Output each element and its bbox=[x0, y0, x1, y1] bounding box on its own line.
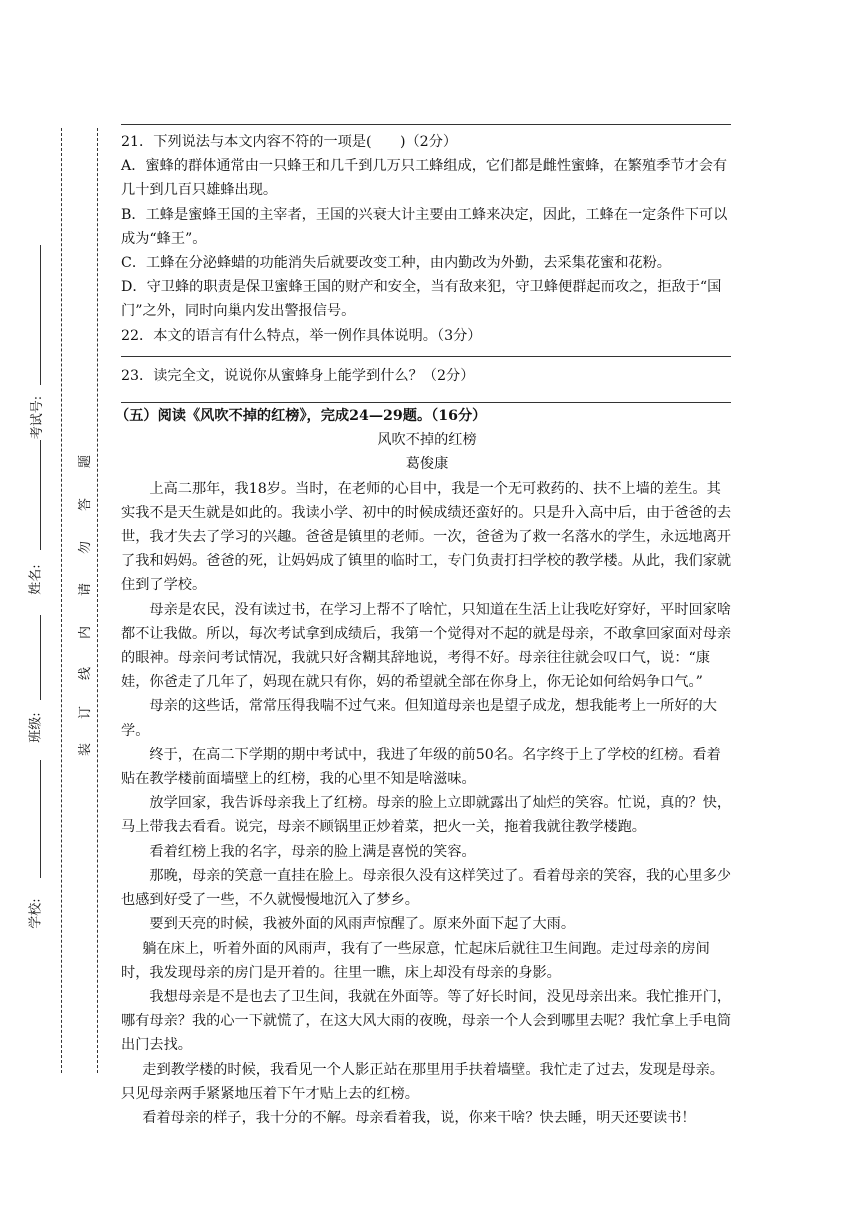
q21-option-b: B．工蜂是蜜蜂王国的主宰者，王国的兴衰大计主要由工蜂来决定，因此，工蜂在一定条件下可以成为“蜂王”。 bbox=[121, 206, 728, 247]
q22-stem: 22．本文的语言有什么特点，举一例作具体说明。（3分） bbox=[121, 327, 482, 344]
q21-option-a: A．蜜蜂的群体通常由一只蜂王和几千到几万只工蜂组成，它们都是雌性蜜蜂，在繁殖季节才会有几十到几百只雄蜂出现。 bbox=[121, 158, 728, 199]
name-line[interactable] bbox=[40, 440, 41, 550]
article-paragraph: 走到教学楼的时候，我看见一个人影正站在那里用手扶着墙壁。我忙走了过去，发现是母亲。只见母亲两手紧紧地压着下午才贴上去的红榜。 bbox=[121, 1061, 724, 1102]
warning-char: 装 bbox=[78, 742, 94, 757]
q21-option-d: D．守卫蜂的职责是保卫蜜蜂王国的财产和安全，当有敌来犯，守卫蜂便群起而攻之，拒敌于“国门”之外，同时向巢内发出警报信号。 bbox=[121, 279, 722, 320]
article-paragraph: 要到天亮的时候，我被外面的风雨声惊醒了。原来外面下起了大雨。 bbox=[149, 916, 576, 933]
article-paragraph: 母亲的这些话，常常压得我喘不过气来。但知道母亲也是望子成龙，想我能考上一所好的大学。 bbox=[121, 698, 717, 739]
binding-dashed-line-outer bbox=[61, 128, 62, 1073]
warning-char: 内 bbox=[78, 625, 94, 640]
school-line[interactable] bbox=[40, 760, 41, 878]
warning-char: 答 bbox=[78, 497, 94, 512]
binding-dashed-line-inner bbox=[97, 128, 98, 1073]
article-author: 葛俊康 bbox=[405, 456, 449, 473]
article-paragraph: 母亲是农民，没有读过书，在学习上帮不了啥忙，只知道在生活上让我吃好穿好，平时回家啥都不让我做。所以，每次考试拿到成绩后，我第一个觉得对不起的就是母亲，不敢拿回家面对母亲的眼神。母亲问考试情况，我就只好含糊其辞地说，考得不好。母亲往往就会叹口气，说：“康娃，你爸走了几年了，妈现在就只有你，妈的希望就全部在你身上，你无论如何给妈争口气。” bbox=[121, 601, 732, 691]
warning-char: 请 bbox=[78, 582, 94, 597]
q23-stem: 23．读完全文，说说你从蜜蜂身上能学到什么？（2分） bbox=[121, 367, 475, 384]
top-rule bbox=[121, 124, 731, 125]
article-paragraph: 那晚，母亲的笑意一直挂在脸上。母亲很久没有这样笑过了。看着母亲的笑容，我的心里多少也感到好受了一些，不久就慢慢地沉入了梦乡。 bbox=[121, 867, 732, 909]
q21-option-c: C．工蜂在分泌蜂蜡的功能消失后就要改变工种，由内勤改为外勤，去采集花蜜和花粉。 bbox=[121, 255, 671, 272]
class-label: 班级: bbox=[28, 712, 44, 743]
article-paragraph: 放学回家，我告诉母亲我上了红榜。母亲的脸上立即就露出了灿烂的笑容。忙说，真的？快，马上带我去看看。说完，母亲不顾锅里正炒着菜，把火一关，拖着我就往教学楼跑。 bbox=[121, 795, 732, 836]
name-label: 姓名: bbox=[28, 564, 44, 595]
warning-char: 订 bbox=[78, 705, 94, 720]
warning-char: 勿 bbox=[78, 540, 94, 555]
exam-content bbox=[115, 130, 733, 1130]
article-paragraph: 看着母亲的样子，我十分的不解。母亲看着我，说，你来干啥？快去睡，明天还要读书！ bbox=[142, 1109, 696, 1126]
warning-char: 线 bbox=[78, 666, 94, 681]
school-label: 学校: bbox=[28, 898, 44, 929]
article-paragraph: 躺在床上，听着外面的风雨声，我有了一些尿意，忙起床后就往卫生间跑。走过母亲的房间时，我发现母亲的房门是开着的。往里一瞧，床上却没有母亲的身影。 bbox=[121, 940, 710, 981]
warning-char: 题 bbox=[78, 454, 94, 469]
article-paragraph: 终于，在高二下学期的期中考试中，我进了年级的前50名。名字终于上了学校的红榜。看着贴在教学楼前面墙壁上的红榜，我的心里不知是啥滋味。 bbox=[121, 746, 721, 788]
q21-stem: 21．下列说法与本文内容不符的一项是( )（2分） bbox=[121, 134, 458, 150]
article-paragraph: 我想母亲是不是也去了卫生间，我就在外面等。等了好长时间，没见母亲出来。我忙推开门，哪有母亲？我的心一下就慌了，在这大风大雨的夜晚，母亲一个人会到哪里去呢？我忙拿上手电筒出门去找。 bbox=[121, 988, 732, 1054]
exam-number-line[interactable] bbox=[40, 245, 41, 385]
class-line[interactable] bbox=[40, 615, 41, 700]
exam-number-label: 考试号: bbox=[30, 395, 46, 440]
article-paragraph: 上高二那年，我18岁。当时，在老师的心目中，我是一个无可救药的、扶不上墙的差生。其实我不是天生就是如此的。我读小学、初中的时候成绩还蛮好的。只是升入高中后，由于爸爸的去世，我才失去了学习的兴趣。爸爸是镇里的老师。一次，爸爸为了救一名落水的学生，永远地离开了我和妈妈。爸爸的死，让妈妈成了镇里的临时工，专门负责打扫学校的教学楼。从此，我们家就住到了学校。 bbox=[121, 480, 732, 594]
article-paragraph: 看着红榜上我的名字，母亲的脸上满是喜悦的笑容。 bbox=[149, 843, 476, 860]
section5-heading: （五）阅读《风吹不掉的红榜》，完成24—29题。（16分） bbox=[115, 408, 487, 425]
article-title: 风吹不掉的红榜 bbox=[377, 432, 477, 449]
